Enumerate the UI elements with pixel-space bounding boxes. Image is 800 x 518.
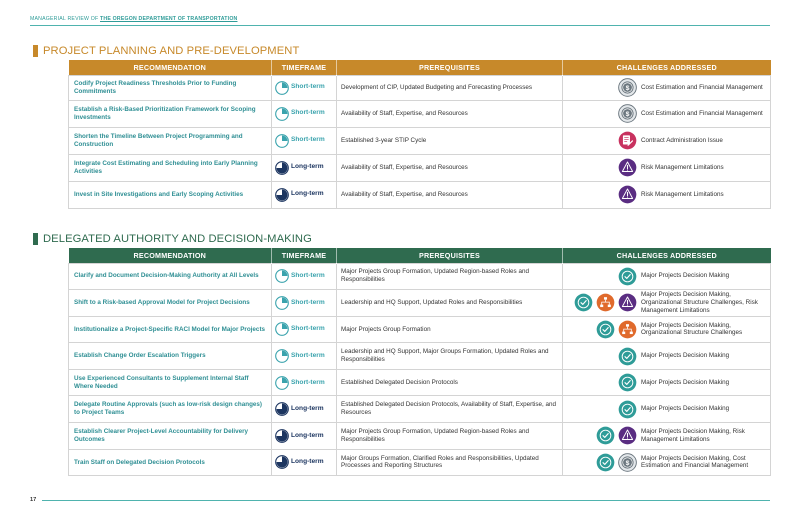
timeframe-badge	[275, 134, 333, 148]
section-project-planning	[30, 44, 770, 209]
contract-administration-icon	[618, 131, 637, 150]
recommendation-cell: Establish a Risk-Based Prioritization Framework for Scoping Investments	[69, 100, 272, 127]
decision-making-icon	[618, 373, 637, 392]
challenges-cell	[563, 100, 771, 127]
risk-management-icon	[618, 158, 637, 177]
timeframe-label: Short-term	[291, 272, 325, 280]
challenges-text: Risk Management Limitations	[641, 190, 724, 198]
long-term-clock-icon	[275, 188, 289, 202]
table-row	[69, 181, 771, 208]
prerequisites-cell: Established Delegated Decision Protocols, Availability of Staff, Expertise, and Resources	[337, 396, 563, 423]
long-term-clock-icon	[275, 455, 289, 469]
challenge-icons	[565, 400, 637, 419]
footer-rule	[42, 500, 770, 501]
timeframe-badge	[275, 188, 333, 202]
table-row	[69, 423, 771, 450]
header-rule	[30, 25, 770, 26]
challenges-text: Major Projects Decision Making	[641, 352, 730, 360]
long-term-clock-icon	[275, 429, 289, 443]
timeframe-badge	[275, 322, 333, 336]
long-term-clock-icon	[275, 402, 289, 416]
column-header: PREREQUISITES	[337, 248, 563, 263]
challenges-cell	[563, 127, 771, 154]
timeframe-cell	[272, 290, 337, 317]
timeframe-cell	[272, 181, 337, 208]
short-term-clock-icon	[275, 322, 289, 336]
recommendation-cell: Establish Clearer Project-Level Accountability for Delivery Outcomes	[69, 423, 272, 450]
challenge-icons	[565, 373, 637, 392]
recommendation-cell: Use Experienced Consultants to Supplement Internal Staff Where Needed	[69, 369, 272, 396]
challenges-cell	[563, 263, 771, 290]
challenges-addressed	[566, 78, 766, 97]
challenges-text: Major Projects Decision Making	[641, 405, 730, 413]
page-number: 17	[30, 497, 37, 503]
table-row	[69, 154, 771, 181]
timeframe-cell	[272, 100, 337, 127]
challenges-cell	[563, 343, 771, 370]
challenges-cell	[563, 154, 771, 181]
table-row	[69, 449, 771, 476]
header-prefix: MANAGERIAL REVIEW OF	[30, 16, 101, 22]
challenges-addressed	[566, 158, 766, 177]
decision-making-icon	[618, 267, 637, 286]
challenge-icons	[565, 293, 637, 312]
challenges-cell	[563, 423, 771, 450]
table-row	[69, 100, 771, 127]
challenges-cell	[563, 181, 771, 208]
timeframe-cell	[272, 263, 337, 290]
timeframe-cell	[272, 127, 337, 154]
challenge-icons	[565, 131, 637, 150]
challenges-addressed	[566, 291, 766, 314]
challenges-text: Major Projects Decision Making, Risk Management Limitations	[641, 428, 745, 443]
short-term-clock-icon	[275, 81, 289, 95]
organizational-structure-icon	[618, 320, 637, 339]
challenge-icons	[565, 104, 637, 123]
timeframe-label: Long-term	[291, 458, 324, 466]
timeframe-label: Short-term	[291, 351, 325, 359]
short-term-clock-icon	[275, 134, 289, 148]
table-row	[69, 396, 771, 423]
column-header: CHALLENGES ADDRESSED	[616, 62, 717, 72]
timeframe-label: Short-term	[291, 83, 325, 91]
table-row	[69, 369, 771, 396]
timeframe-badge	[275, 429, 333, 443]
section-title	[33, 44, 770, 58]
timeframe-cell	[272, 369, 337, 396]
timeframe-badge	[275, 161, 333, 175]
prerequisites-cell: Availability of Staff, Expertise, and Resources	[337, 154, 563, 181]
timeframe-label: Short-term	[291, 325, 325, 333]
header-agency-link[interactable]: THE OREGON DEPARTMENT OF TRANSPORTATION	[100, 16, 238, 22]
column-header: RECOMMENDATION	[69, 248, 272, 263]
challenges-addressed	[566, 104, 766, 123]
timeframe-badge	[275, 81, 333, 95]
timeframe-cell	[272, 343, 337, 370]
organizational-structure-icon	[596, 293, 615, 312]
column-header: TIMEFRAME	[272, 60, 337, 75]
short-term-clock-icon	[275, 376, 289, 390]
prerequisites-cell: Major Projects Group Formation, Updated Region-based Roles and Responsibilities	[337, 423, 563, 450]
challenges-cell	[563, 396, 771, 423]
challenges-text: Cost Estimation and Financial Management	[641, 109, 763, 117]
table-row	[69, 343, 771, 370]
prerequisites-cell: Development of CIP, Updated Budgeting and Forecasting Processes	[337, 75, 563, 100]
short-term-clock-icon	[275, 107, 289, 121]
challenges-cell	[563, 316, 771, 343]
timeframe-label: Short-term	[291, 298, 325, 306]
challenges-text: Risk Management Limitations	[641, 163, 724, 171]
section-title-bar	[33, 233, 38, 245]
prerequisites-cell: Availability of Staff, Expertise, and Resources	[337, 181, 563, 208]
challenges-text: Major Projects Decision Making, Cost Estimation and Financial Management	[641, 454, 749, 470]
timeframe-badge	[275, 349, 333, 363]
challenges-addressed	[566, 373, 766, 392]
decision-making-icon	[596, 320, 615, 339]
prerequisites-cell: Major Projects Group Formation, Updated Region-based Roles and Responsibilities	[337, 263, 563, 290]
section-title-bar	[33, 45, 38, 57]
timeframe-cell	[272, 75, 337, 100]
challenge-icons	[565, 78, 637, 97]
decision-making-icon	[596, 426, 615, 445]
timeframe-label: Long-term	[291, 163, 324, 171]
timeframe-badge	[275, 376, 333, 390]
timeframe-badge	[275, 107, 333, 121]
recommendation-cell: Clarify and Document Decision-Making Authority at All Levels	[69, 263, 272, 290]
decision-making-icon	[618, 347, 637, 366]
short-term-clock-icon	[275, 349, 289, 363]
challenges-cell	[563, 369, 771, 396]
prerequisites-cell: Leadership and HQ Support, Major Groups Formation, Updated Roles and Responsibilities	[337, 343, 563, 370]
cost-estimation-icon	[618, 453, 637, 472]
risk-management-icon	[618, 185, 637, 204]
challenge-icons	[565, 347, 637, 366]
timeframe-label: Long-term	[291, 431, 324, 439]
challenges-text: Cost Estimation and Financial Management	[641, 83, 763, 91]
challenge-icons	[565, 267, 637, 286]
cost-estimation-icon	[618, 78, 637, 97]
svg-text:$: $	[625, 84, 630, 92]
section-title-text: DELEGATED AUTHORITY AND DECISION-MAKING	[43, 233, 312, 245]
short-term-clock-icon	[275, 296, 289, 310]
section-title	[33, 232, 770, 246]
recommendation-cell: Establish Change Order Escalation Triggers	[69, 343, 272, 370]
timeframe-badge	[275, 296, 333, 310]
recommendation-cell: Codify Project Readiness Thresholds Prior to Funding Commitments	[69, 75, 272, 100]
table-row	[69, 290, 771, 317]
timeframe-label: Short-term	[291, 109, 325, 117]
table-row	[69, 316, 771, 343]
challenges-addressed	[566, 267, 766, 286]
running-header	[30, 16, 770, 22]
challenges-addressed	[566, 347, 766, 366]
recommendation-cell: Invest in Site Investigations and Early Scoping Activities	[69, 181, 272, 208]
column-header: TIMEFRAME	[272, 248, 337, 263]
timeframe-cell	[272, 154, 337, 181]
recommendation-cell: Institutionalize a Project-Specific RACI Model for Major Projects	[69, 316, 272, 343]
challenge-icons	[565, 158, 637, 177]
timeframe-label: Short-term	[291, 136, 325, 144]
challenge-icons	[565, 453, 637, 472]
recommendation-cell: Train Staff on Delegated Decision Protocols	[69, 449, 272, 476]
timeframe-badge	[275, 269, 333, 283]
recommendation-cell: Delegate Routine Approvals (such as low-risk design changes) to Project Teams	[69, 396, 272, 423]
timeframe-cell	[272, 449, 337, 476]
table-row	[69, 263, 771, 290]
risk-management-icon	[618, 293, 637, 312]
challenges-addressed	[566, 400, 766, 419]
column-header: RECOMMENDATION	[69, 60, 272, 75]
timeframe-label: Long-term	[291, 190, 324, 198]
timeframe-badge	[275, 455, 333, 469]
timeframe-cell	[272, 423, 337, 450]
page-header	[30, 16, 770, 28]
challenges-cell	[563, 75, 771, 100]
short-term-clock-icon	[275, 269, 289, 283]
prerequisites-cell: Major Groups Formation, Clarified Roles and Responsibilities, Updated Processes and Reporting Structures	[337, 449, 563, 476]
table-header-row	[69, 248, 771, 263]
timeframe-cell	[272, 396, 337, 423]
column-header: CHALLENGES ADDRESSED	[616, 250, 717, 260]
table-header-row	[69, 60, 771, 75]
challenges-text: Major Projects Decision Making	[641, 272, 730, 280]
challenges-text: Contract Administration Issue	[641, 136, 723, 144]
decision-making-icon	[574, 293, 593, 312]
recommendation-cell: Shorten the Timeline Between Project Programming and Construction	[69, 127, 272, 154]
timeframe-badge	[275, 402, 333, 416]
recommendation-cell: Shift to a Risk-based Approval Model for Project Decisions	[69, 290, 272, 317]
challenges-addressed	[566, 320, 766, 339]
table-row	[69, 75, 771, 100]
recommendation-cell: Integrate Cost Estimating and Scheduling into Early Planning Activities	[69, 154, 272, 181]
prerequisites-cell: Established 3-year STIP Cycle	[337, 127, 563, 154]
recommendations-table	[68, 248, 771, 476]
challenges-cell	[563, 449, 771, 476]
challenge-icons	[565, 320, 637, 339]
prerequisites-cell: Major Projects Group Formation	[337, 316, 563, 343]
svg-text:$: $	[625, 459, 630, 467]
prerequisites-cell: Availability of Staff, Expertise, and Resources	[337, 100, 563, 127]
decision-making-icon	[596, 453, 615, 472]
decision-making-icon	[618, 400, 637, 419]
timeframe-label: Long-term	[291, 405, 324, 413]
challenge-icons	[565, 185, 637, 204]
prerequisites-cell: Leadership and HQ Support, Updated Roles and Responsibilities	[337, 290, 563, 317]
recommendations-table	[68, 60, 771, 209]
challenges-addressed	[566, 185, 766, 204]
challenges-addressed	[566, 426, 766, 445]
challenges-cell	[563, 290, 771, 317]
challenges-text: Major Projects Decision Making, Organizational Structure Challenges, Risk Management Limitations	[641, 291, 758, 314]
risk-management-icon	[618, 426, 637, 445]
challenges-addressed	[566, 131, 766, 150]
timeframe-label: Short-term	[291, 378, 325, 386]
long-term-clock-icon	[275, 161, 289, 175]
challenges-addressed	[566, 453, 766, 472]
section-delegated-authority	[30, 232, 770, 476]
table-row	[69, 127, 771, 154]
column-header: PREREQUISITES	[337, 60, 563, 75]
challenges-text: Major Projects Decision Making, Organizational Structure Challenges	[641, 321, 743, 337]
timeframe-cell	[272, 316, 337, 343]
prerequisites-cell: Established Delegated Decision Protocols	[337, 369, 563, 396]
cost-estimation-icon	[618, 104, 637, 123]
challenge-icons	[565, 426, 637, 445]
svg-text:$: $	[625, 110, 630, 118]
section-title-text: PROJECT PLANNING AND PRE-DEVELOPMENT	[43, 45, 300, 57]
challenges-text: Major Projects Decision Making	[641, 378, 730, 386]
